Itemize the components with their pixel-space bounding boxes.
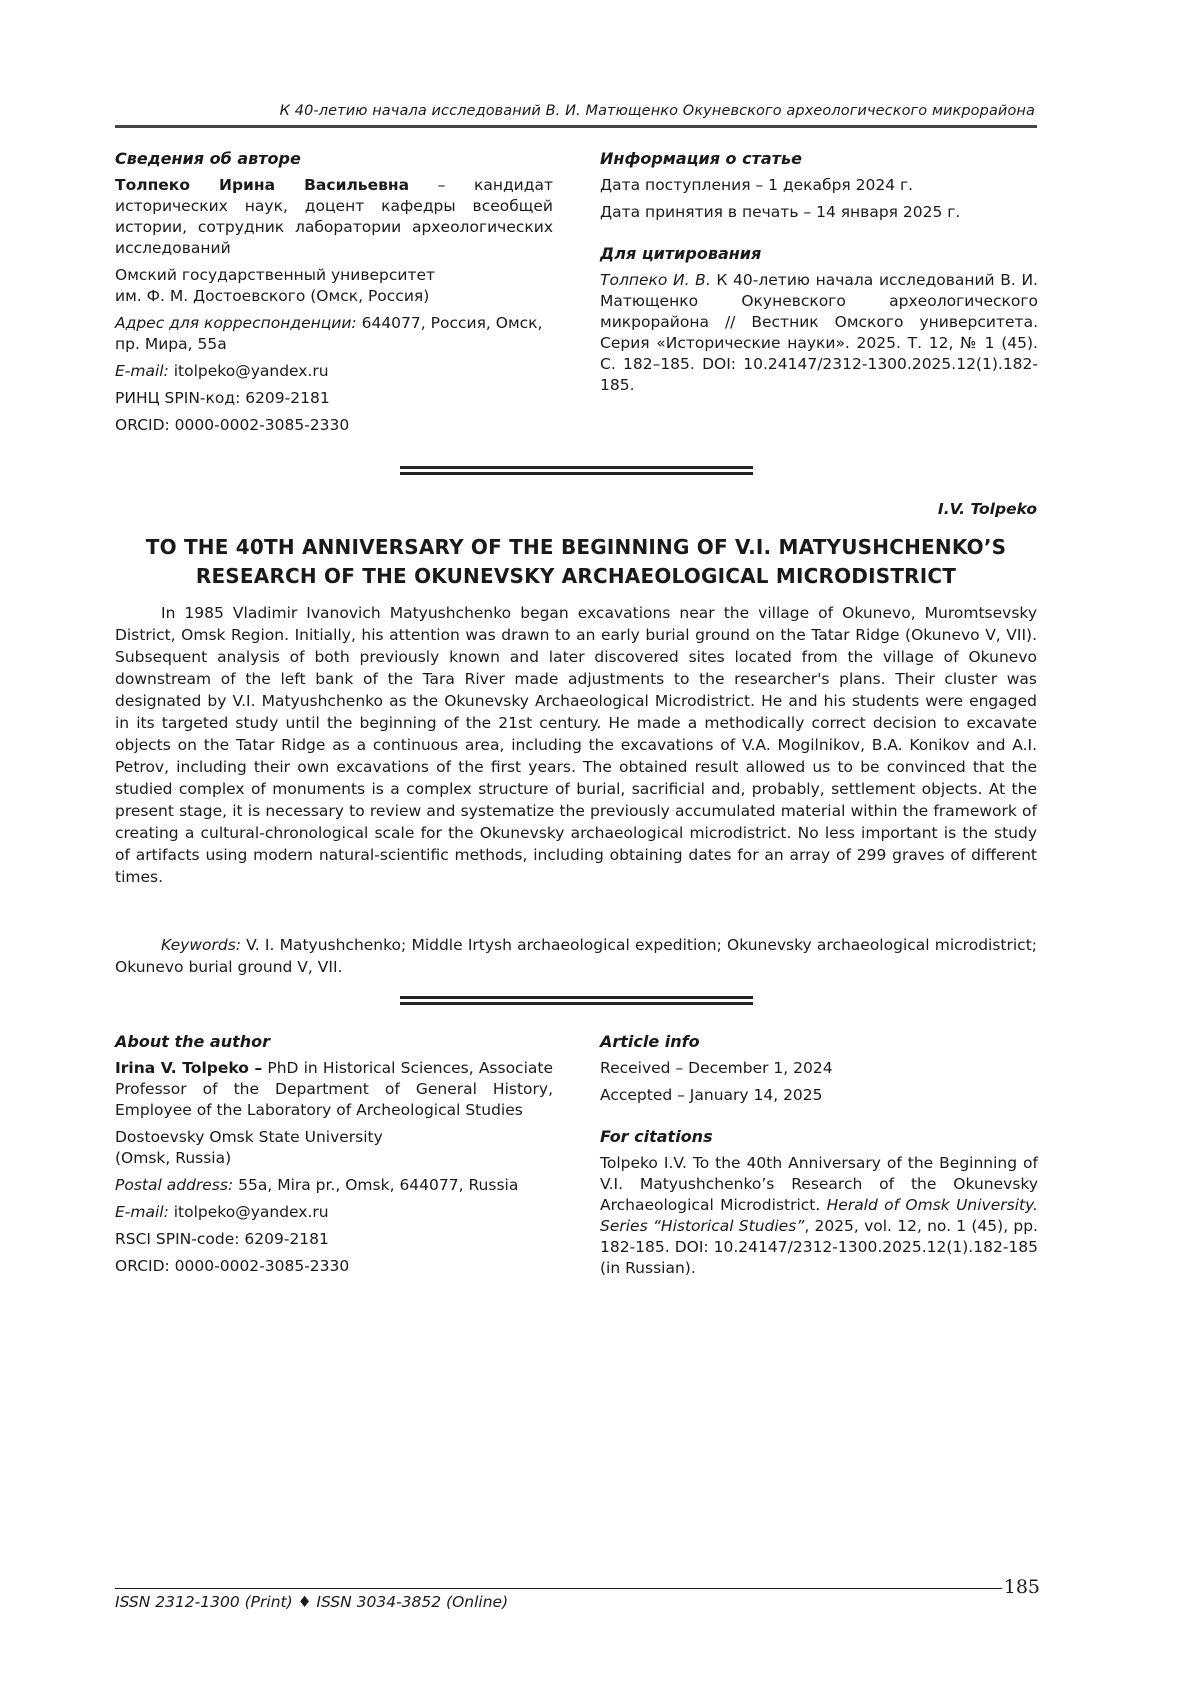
en-citation-text xyxy=(600,1153,1038,1279)
footer-rule xyxy=(115,1588,1002,1589)
received-date: Received – December 1, 2024 xyxy=(600,1059,833,1077)
author-name: Irina V. Tolpeko – xyxy=(115,1059,263,1077)
affiliation-line: Омский государственный университет xyxy=(115,266,436,284)
section-title: Article info xyxy=(600,1032,700,1051)
title-line: RESEARCH OF THE OKUNEVSKY ARCHAEOLOGICAL MICRODISTRICT xyxy=(195,564,957,588)
affiliation-line: Dostoevsky Omsk State University xyxy=(115,1128,383,1146)
en-author-name: I.V. Tolpeko xyxy=(937,500,1037,518)
citation-body: Tolpeko I.V. To the 40th Anniversary of the Beginning of V.I. Matyushchenko’s Research of the Okunevsky Archaeological Microdistrict. xyxy=(600,1154,1038,1214)
running-header: К 40-летию начала исследований В. И. Матющенко Окуневского археологического микрорайона xyxy=(279,103,1035,119)
ru-article-info xyxy=(600,148,1038,402)
citation-journal: Herald of Omsk University. Series “Historical Studies” xyxy=(600,1196,1038,1235)
address-label: Postal address: xyxy=(115,1176,234,1194)
section-title: Для цитирования xyxy=(600,244,762,263)
en-affiliation xyxy=(115,1127,553,1169)
ru-orcid: ORCID: 0000-0002-3085-2330 xyxy=(115,416,350,434)
header-rule xyxy=(115,125,1037,128)
ru-address xyxy=(115,313,553,355)
affiliation-line: им. Ф. М. Достоевского (Омск, Россия) xyxy=(115,287,430,305)
ru-affiliation xyxy=(115,265,553,307)
email-label: E-mail: xyxy=(115,362,169,380)
accepted-date: Accepted – January 14, 2025 xyxy=(600,1086,823,1104)
email-link[interactable]: itolpeko@yandex.ru xyxy=(168,1203,329,1221)
address-label: Адрес для корреспонденции: xyxy=(115,314,357,332)
en-email xyxy=(115,1202,553,1223)
abstract: In 1985 Vladimir Ivanovich Matyushchenko began excavations near the village of Okunevo, Muromtsevsky District, Omsk Region. Initially, his attention was drawn to an early burial ground on the Tatar Ridge (Okunevo V, VII). Subsequent analysis of both previously known and later discovered sites located from the village of Okunevo downstream of the left bank of the Tara River made adjustments to the researcher's plans. Their cluster was designated by V.I. Matyushchenko as the Okunevsky Archaeological Microdistrict. He and his students were engaged in its targeted study until the beginning of the 21st century. He made a methodically correct decision to excavate objects on the Tatar Ridge as a continuous area, including the excavations of V.A. Mogilnikov, B.A. Konikov and A.I. Petrov, including their own excavations of the first years. The obtained result allowed us to be convinced that the studied complex of monuments is a complex structure of burial, sacrificial and, probably, settlement objects. At the present stage, it is necessary to review and systematize the previously accumulated material within the framework of creating a cultural-chronological scale for the Okunevsky archaeological microdistrict. No less important is the study of artifacts using modern natural-scientific methods, including obtaining dates for an array of 299 graves of different times. xyxy=(115,604,1037,886)
ru-spin: РИНЦ SPIN-код: 6209-2181 xyxy=(115,389,330,407)
section-divider xyxy=(400,996,753,1005)
citation-author: Толпеко И. В. xyxy=(600,271,711,289)
section-divider xyxy=(400,466,753,475)
en-author-section xyxy=(115,1031,553,1283)
section-title: Информация о статье xyxy=(600,149,802,168)
page-number: 185 xyxy=(1003,1576,1040,1598)
keywords xyxy=(115,934,1037,978)
address-value: 55a, Mira pr., Omsk, 644077, Russia xyxy=(233,1176,519,1194)
accepted-date: Дата принятия в печать – 14 января 2025 г. xyxy=(600,203,961,221)
en-address xyxy=(115,1175,553,1196)
title-line: TO THE 40TH ANNIVERSARY OF THE BEGINNING OF V.I. MATYUSHCHENKO’S xyxy=(145,535,1007,559)
received-date: Дата поступления – 1 декабря 2024 г. xyxy=(600,176,914,194)
ru-email xyxy=(115,361,553,382)
email-label: E-mail: xyxy=(115,1203,169,1221)
affiliation-line: (Omsk, Russia) xyxy=(115,1149,232,1167)
citation-body: К 40-летию начала исследований В. И. Матющенко Окуневского археологического микрорайона // Вестник Омского университета. Серия «Исторические науки». 2025. Т. 12, № 1 (45). С. 182–185. DOI: 10.24147/2312-1300.2025.12(1).182-185. xyxy=(600,271,1038,394)
ru-citation-text xyxy=(600,270,1038,396)
article-title xyxy=(115,533,1037,591)
section-title: About the author xyxy=(115,1032,271,1051)
address-value: 644077, Россия, Омск, пр. Мира, 55а xyxy=(115,314,543,353)
ru-author-section xyxy=(115,148,553,442)
section-title: Сведения об авторе xyxy=(115,149,301,168)
en-orcid: ORCID: 0000-0002-3085-2330 xyxy=(115,1257,350,1275)
en-article-info xyxy=(600,1031,1038,1285)
en-author-bio xyxy=(115,1058,553,1121)
author-description: PhD in Historical Sciences, Associate Professor of the Department of General History, Employee of the Laboratory of Archeological Studies xyxy=(115,1059,553,1119)
author-name: Толпеко Ирина Васильевна xyxy=(115,176,410,194)
footer-issn: ISSN 2312-1300 (Print) ♦ ISSN 3034-3852 (Online) xyxy=(115,1593,509,1611)
section-title: For citations xyxy=(600,1127,713,1146)
keywords-value: V. I. Matyushchenko; Middle Irtysh archaeological expedition; Okunevsky archaeological microdistrict; Okunevo burial ground V, VII. xyxy=(115,936,1037,976)
ru-author-bio xyxy=(115,175,553,259)
email-link[interactable]: itolpeko@yandex.ru xyxy=(168,362,329,380)
author-description: – кандидат исторических наук, доцент кафедры всеобщей истории, сотрудник лаборатории археологических исследований xyxy=(115,176,553,257)
citation-body: , 2025, vol. 12, no. 1 (45), pp. 182-185. DOI: 10.24147/2312-1300.2025.12(1).182-185 (in Russian). xyxy=(600,1217,1038,1277)
keywords-label: Keywords: xyxy=(161,936,241,954)
en-spin: RSCI SPIN-code: 6209-2181 xyxy=(115,1230,329,1248)
